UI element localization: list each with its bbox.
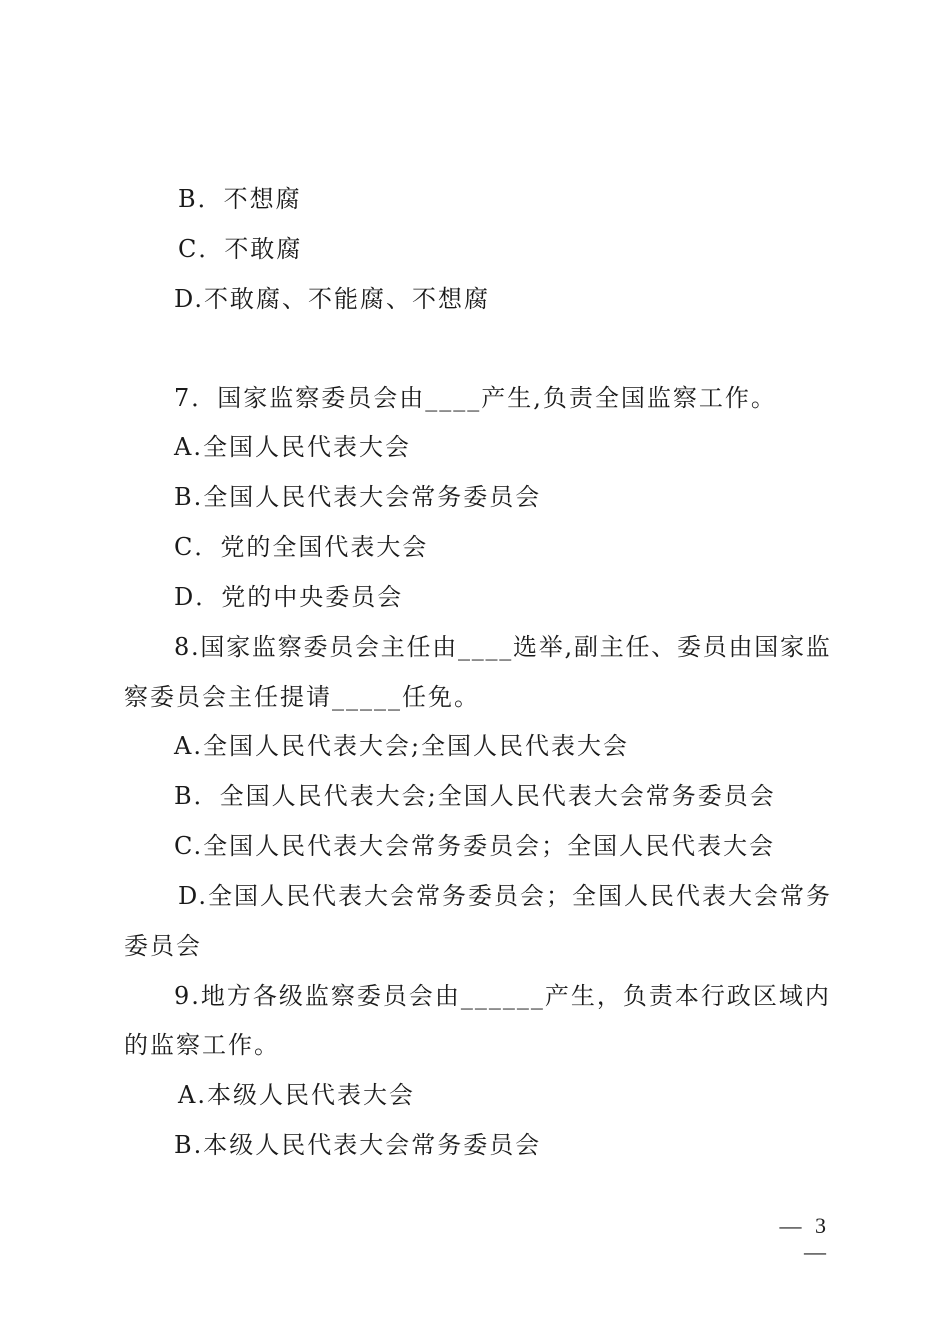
- q6-option-c: C．不敢腐: [178, 235, 303, 263]
- q8-question-line1: 8.国家监察委员会主任由____选举,副主任、委员由国家监: [174, 633, 832, 661]
- q6-option-b: B．不想腐: [178, 185, 302, 213]
- q7-option-a: A.全国人民代表大会: [174, 433, 411, 461]
- q8-option-c: C.全国人民代表大会常务委员会；全国人民代表大会: [174, 832, 776, 860]
- q8-option-a: A.全国人民代表大会;全国人民代表大会: [174, 732, 630, 760]
- q8-option-d-line2: 委员会: [124, 932, 202, 960]
- q7-option-d: D．党的中央委员会: [174, 583, 404, 611]
- q9-question-line1: 9.地方各级监察委员会由______产生，负责本行政区域内: [174, 982, 831, 1010]
- q6-option-d: D.不敢腐、不能腐、不想腐: [174, 285, 491, 313]
- q7-option-b: B.全国人民代表大会常务委员会: [174, 483, 542, 511]
- q9-option-a: A.本级人民代表大会: [178, 1081, 415, 1109]
- page-number: — 3 —: [779, 1213, 830, 1264]
- q8-question-line2: 察委员会主任提请_____任免。: [124, 683, 480, 711]
- q9-option-b: B.本级人民代表大会常务委员会: [174, 1131, 542, 1159]
- q9-question-line2: 的监察工作。: [124, 1031, 280, 1059]
- q7-option-c: C．党的全国代表大会: [174, 533, 429, 561]
- q8-option-d-line1: D.全国人民代表大会常务委员会；全国人民代表大会常务: [178, 882, 833, 910]
- q8-option-b: B．全国人民代表大会;全国人民代表大会常务委员会: [174, 782, 776, 810]
- q7-question: 7．国家监察委员会由____产生,负责全国监察工作。: [174, 384, 777, 412]
